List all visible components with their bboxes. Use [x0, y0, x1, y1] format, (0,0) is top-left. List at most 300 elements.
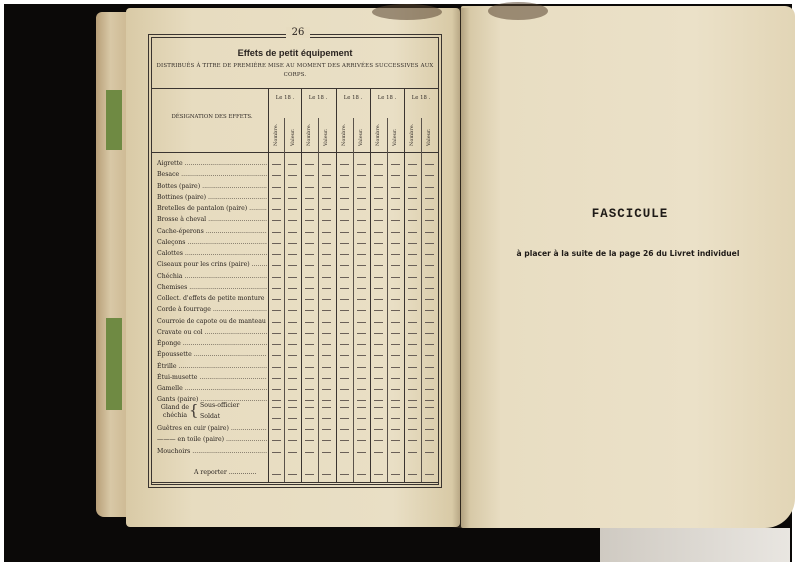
empty-cell-mark	[391, 299, 400, 300]
empty-cell-mark	[322, 440, 331, 441]
empty-cell-mark	[305, 429, 314, 430]
gland-sub-officer: Sous-officier	[200, 402, 240, 409]
empty-cell-mark	[322, 389, 331, 390]
empty-cell-mark	[408, 367, 417, 368]
empty-cell-mark	[391, 310, 400, 311]
item-row-label: Besace .....	[157, 169, 267, 180]
empty-cell-mark	[305, 299, 314, 300]
empty-cell-mark	[272, 440, 281, 441]
empty-cell-mark	[305, 452, 314, 453]
empty-cell-mark	[425, 474, 434, 475]
empty-cell-mark	[305, 277, 314, 278]
empty-cell-mark	[425, 299, 434, 300]
empty-cell-mark	[322, 378, 331, 379]
empty-cell-mark	[305, 355, 314, 356]
empty-cell-mark	[272, 232, 281, 233]
empty-cell-mark	[425, 209, 434, 210]
item-row-label: Époussette .....	[157, 349, 267, 360]
empty-cell-mark	[272, 474, 281, 475]
empty-cell-mark	[374, 378, 383, 379]
empty-cell-mark	[288, 265, 297, 266]
item-row-label: Aigrette .....	[157, 158, 267, 169]
empty-cell-mark	[288, 220, 297, 221]
empty-cell-mark	[288, 288, 297, 289]
empty-cell-mark	[391, 187, 400, 188]
empty-cell-mark	[305, 367, 314, 368]
empty-cell-mark	[408, 452, 417, 453]
empty-cell-mark	[391, 175, 400, 176]
value-column-header: Valeur.	[323, 128, 329, 146]
empty-cell-mark	[272, 367, 281, 368]
count-column-header: Nombre.	[375, 123, 381, 146]
empty-cell-mark	[272, 187, 281, 188]
empty-cell-mark	[288, 429, 297, 430]
empty-cell-mark	[272, 243, 281, 244]
empty-cell-mark	[272, 299, 281, 300]
empty-cell-mark	[391, 232, 400, 233]
empty-cell-mark	[374, 367, 383, 368]
empty-cell-mark	[305, 378, 314, 379]
empty-cell-mark	[322, 277, 331, 278]
empty-cell-mark	[340, 187, 349, 188]
empty-cell-mark	[340, 175, 349, 176]
empty-cell-mark	[272, 254, 281, 255]
empty-cell-mark	[425, 333, 434, 334]
page-stain	[372, 4, 442, 20]
empty-cell-mark	[272, 175, 281, 176]
empty-cell-mark	[391, 418, 400, 419]
item-row-label: Gants (paire) .....	[157, 394, 267, 405]
empty-cell-mark	[288, 355, 297, 356]
empty-cell-mark	[391, 164, 400, 165]
empty-cell-mark	[305, 440, 314, 441]
empty-cell-mark	[272, 220, 281, 221]
empty-cell-mark	[340, 333, 349, 334]
empty-cell-mark	[374, 209, 383, 210]
empty-cell-mark	[288, 474, 297, 475]
empty-cell-mark	[357, 322, 366, 323]
empty-cell-mark	[374, 288, 383, 289]
empty-cell-mark	[340, 288, 349, 289]
empty-cell-mark	[374, 310, 383, 311]
empty-cell-mark	[391, 265, 400, 266]
empty-cell-mark	[425, 243, 434, 244]
empty-cell-mark	[288, 254, 297, 255]
empty-cell-mark	[272, 400, 281, 401]
value-column-header: Valeur.	[392, 128, 398, 146]
empty-cell-mark	[391, 407, 400, 408]
value-column-header: Valeur.	[426, 128, 432, 146]
empty-cell-mark	[357, 277, 366, 278]
item-row-label: Mouchoirs .....	[157, 446, 267, 457]
empty-cell-mark	[322, 232, 331, 233]
empty-cell-mark	[425, 232, 434, 233]
empty-cell-mark	[357, 429, 366, 430]
empty-cell-mark	[408, 440, 417, 441]
empty-cell-mark	[391, 429, 400, 430]
empty-cell-mark	[357, 400, 366, 401]
empty-cell-mark	[272, 344, 281, 345]
empty-cell-mark	[391, 288, 400, 289]
empty-cell-mark	[374, 198, 383, 199]
empty-cell-mark	[288, 344, 297, 345]
empty-cell-mark	[305, 220, 314, 221]
empty-cell-mark	[408, 355, 417, 356]
empty-cell-mark	[425, 175, 434, 176]
empty-cell-mark	[357, 288, 366, 289]
empty-cell-mark	[340, 164, 349, 165]
brace-symbol: {	[189, 401, 199, 419]
empty-cell-mark	[425, 164, 434, 165]
empty-cell-mark	[425, 418, 434, 419]
empty-cell-mark	[357, 299, 366, 300]
empty-cell-mark	[288, 452, 297, 453]
empty-cell-mark	[288, 333, 297, 334]
empty-cell-mark	[272, 209, 281, 210]
subcolumn-divider	[284, 118, 285, 482]
empty-cell-mark	[322, 243, 331, 244]
empty-cell-mark	[408, 299, 417, 300]
empty-cell-mark	[272, 310, 281, 311]
item-row-label: ——— en toile (paire) .....	[157, 434, 267, 445]
empty-cell-mark	[288, 418, 297, 419]
empty-cell-mark	[340, 418, 349, 419]
empty-cell-mark	[425, 198, 434, 199]
empty-cell-mark	[425, 254, 434, 255]
empty-cell-mark	[322, 333, 331, 334]
empty-cell-mark	[357, 474, 366, 475]
empty-cell-mark	[305, 407, 314, 408]
empty-cell-mark	[340, 265, 349, 266]
empty-cell-mark	[305, 175, 314, 176]
empty-cell-mark	[272, 378, 281, 379]
date-column-header: Le 18 .	[411, 95, 431, 101]
empty-cell-mark	[305, 265, 314, 266]
empty-cell-mark	[374, 389, 383, 390]
empty-cell-mark	[391, 400, 400, 401]
empty-cell-mark	[425, 378, 434, 379]
empty-cell-mark	[391, 355, 400, 356]
empty-cell-mark	[340, 209, 349, 210]
empty-cell-mark	[408, 344, 417, 345]
empty-cell-mark	[322, 344, 331, 345]
empty-cell-mark	[391, 452, 400, 453]
empty-cell-mark	[340, 310, 349, 311]
empty-cell-mark	[340, 367, 349, 368]
empty-cell-mark	[408, 254, 417, 255]
date-column-header: Le 18 .	[308, 95, 328, 101]
empty-cell-mark	[288, 187, 297, 188]
empty-cell-mark	[305, 254, 314, 255]
empty-cell-mark	[272, 164, 281, 165]
empty-cell-mark	[357, 333, 366, 334]
empty-cell-mark	[425, 452, 434, 453]
empty-cell-mark	[288, 389, 297, 390]
gland-sub-soldier: Soldat	[200, 413, 221, 420]
item-row-label: Calottes .....	[157, 248, 267, 259]
empty-cell-mark	[288, 164, 297, 165]
empty-cell-mark	[374, 429, 383, 430]
empty-cell-mark	[425, 440, 434, 441]
empty-cell-mark	[374, 187, 383, 188]
column-divider	[301, 88, 302, 482]
item-row-label: Bretelles de pantalon (paire) .....	[157, 203, 267, 214]
empty-cell-mark	[305, 322, 314, 323]
empty-cell-mark	[408, 378, 417, 379]
empty-cell-mark	[340, 452, 349, 453]
empty-cell-mark	[374, 355, 383, 356]
empty-cell-mark	[305, 389, 314, 390]
empty-cell-mark	[391, 389, 400, 390]
item-row-label: Étui-musette .....	[157, 372, 267, 383]
empty-cell-mark	[340, 198, 349, 199]
empty-cell-mark	[425, 265, 434, 266]
page-stain	[488, 2, 548, 20]
date-column-header: Le 18 .	[377, 95, 397, 101]
green-tab-mark	[106, 318, 122, 410]
empty-cell-mark	[425, 310, 434, 311]
empty-cell-mark	[340, 429, 349, 430]
empty-cell-mark	[288, 407, 297, 408]
empty-cell-mark	[391, 333, 400, 334]
empty-cell-mark	[425, 389, 434, 390]
empty-cell-mark	[357, 355, 366, 356]
empty-cell-mark	[288, 243, 297, 244]
empty-cell-mark	[391, 198, 400, 199]
empty-cell-mark	[425, 187, 434, 188]
empty-cell-mark	[357, 389, 366, 390]
empty-cell-mark	[322, 418, 331, 419]
empty-cell-mark	[357, 232, 366, 233]
empty-cell-mark	[340, 378, 349, 379]
column-divider	[404, 88, 405, 482]
empty-cell-mark	[408, 429, 417, 430]
empty-cell-mark	[357, 452, 366, 453]
fascicule-title: FASCICULE	[591, 207, 669, 221]
empty-cell-mark	[357, 310, 366, 311]
empty-cell-mark	[340, 254, 349, 255]
item-row-label: Chemises .....	[157, 282, 267, 293]
empty-cell-mark	[322, 322, 331, 323]
empty-cell-mark	[425, 355, 434, 356]
empty-cell-mark	[340, 220, 349, 221]
empty-cell-mark	[340, 407, 349, 408]
empty-cell-mark	[340, 389, 349, 390]
empty-cell-mark	[408, 209, 417, 210]
empty-cell-mark	[288, 175, 297, 176]
page-subtitle: DISTRIBUÉS À TITRE DE PREMIÈRE MISE AU MOMENT DES ARRIVÉES SUCCESSIVES AUX CORPS.	[156, 63, 434, 78]
empty-cell-mark	[305, 243, 314, 244]
empty-cell-mark	[408, 265, 417, 266]
book-gutter	[452, 8, 470, 528]
empty-cell-mark	[391, 277, 400, 278]
footer-rule	[151, 482, 438, 483]
empty-cell-mark	[425, 322, 434, 323]
empty-cell-mark	[272, 277, 281, 278]
empty-cell-mark	[374, 232, 383, 233]
empty-cell-mark	[374, 440, 383, 441]
empty-cell-mark	[288, 378, 297, 379]
empty-cell-mark	[288, 322, 297, 323]
right-page	[461, 6, 795, 528]
empty-cell-mark	[425, 429, 434, 430]
item-row-label: Caleçons .....	[157, 237, 267, 248]
empty-cell-mark	[272, 418, 281, 419]
empty-cell-mark	[288, 198, 297, 199]
item-row-label: Gamelle .....	[157, 383, 267, 394]
empty-cell-mark	[357, 243, 366, 244]
empty-cell-mark	[305, 333, 314, 334]
empty-cell-mark	[305, 474, 314, 475]
empty-cell-mark	[357, 378, 366, 379]
empty-cell-mark	[322, 474, 331, 475]
empty-cell-mark	[322, 187, 331, 188]
date-column-header: Le 18 .	[275, 95, 295, 101]
empty-cell-mark	[425, 277, 434, 278]
empty-cell-mark	[357, 164, 366, 165]
item-row-label: Bottes (paire) .....	[157, 181, 267, 192]
empty-cell-mark	[357, 187, 366, 188]
empty-cell-mark	[425, 367, 434, 368]
empty-cell-mark	[391, 378, 400, 379]
count-column-header: Nombre.	[273, 123, 279, 146]
empty-cell-mark	[322, 429, 331, 430]
empty-cell-mark	[357, 198, 366, 199]
empty-cell-mark	[408, 220, 417, 221]
empty-cell-mark	[391, 254, 400, 255]
empty-cell-mark	[374, 265, 383, 266]
empty-cell-mark	[357, 418, 366, 419]
empty-cell-mark	[391, 440, 400, 441]
empty-cell-mark	[322, 299, 331, 300]
page-title: Effets de petit équipement	[237, 48, 353, 58]
empty-cell-mark	[340, 299, 349, 300]
empty-cell-mark	[408, 164, 417, 165]
empty-cell-mark	[391, 474, 400, 475]
empty-cell-mark	[305, 164, 314, 165]
empty-cell-mark	[357, 344, 366, 345]
item-row-label: Étrille .....	[157, 361, 267, 372]
empty-cell-mark	[322, 220, 331, 221]
header-rule	[151, 152, 438, 153]
empty-cell-mark	[425, 220, 434, 221]
empty-cell-mark	[322, 254, 331, 255]
subcolumn-divider	[318, 118, 319, 482]
empty-cell-mark	[340, 243, 349, 244]
column-divider	[438, 88, 439, 482]
empty-cell-mark	[322, 175, 331, 176]
empty-cell-mark	[391, 209, 400, 210]
empty-cell-mark	[322, 400, 331, 401]
count-column-header: Nombre.	[306, 123, 312, 146]
empty-cell-mark	[272, 198, 281, 199]
gland-label: Gland de chéchia	[160, 404, 190, 419]
empty-cell-mark	[272, 333, 281, 334]
item-row-label: Brosse à cheval .....	[157, 214, 267, 225]
empty-cell-mark	[305, 187, 314, 188]
empty-cell-mark	[374, 452, 383, 453]
empty-cell-mark	[288, 277, 297, 278]
empty-cell-mark	[408, 407, 417, 408]
empty-cell-mark	[357, 407, 366, 408]
count-column-header: Nombre.	[409, 123, 415, 146]
empty-cell-mark	[322, 355, 331, 356]
empty-cell-mark	[425, 288, 434, 289]
empty-cell-mark	[305, 288, 314, 289]
item-row-label: Cache-éperons .....	[157, 226, 267, 237]
empty-cell-mark	[374, 322, 383, 323]
empty-cell-mark	[340, 400, 349, 401]
empty-cell-mark	[425, 344, 434, 345]
empty-cell-mark	[357, 440, 366, 441]
empty-cell-mark	[322, 367, 331, 368]
empty-cell-mark	[357, 175, 366, 176]
subcolumn-divider	[353, 118, 354, 482]
empty-cell-mark	[408, 277, 417, 278]
fascicule-subtitle: à placer à la suite de la page 26 du Livret individuel	[516, 249, 740, 258]
empty-cell-mark	[272, 355, 281, 356]
empty-cell-mark	[288, 209, 297, 210]
empty-cell-mark	[288, 440, 297, 441]
empty-cell-mark	[408, 418, 417, 419]
column-divider	[336, 88, 337, 482]
empty-cell-mark	[408, 400, 417, 401]
empty-cell-mark	[357, 367, 366, 368]
empty-cell-mark	[340, 474, 349, 475]
empty-cell-mark	[374, 277, 383, 278]
empty-cell-mark	[391, 367, 400, 368]
empty-cell-mark	[374, 344, 383, 345]
empty-cell-mark	[357, 254, 366, 255]
empty-cell-mark	[357, 220, 366, 221]
count-column-header: Nombre.	[341, 123, 347, 146]
item-row-label: Ciseaux pour les crins (paire) .....	[157, 259, 267, 270]
item-row-label: Corde à fourrage .....	[157, 304, 267, 315]
empty-cell-mark	[272, 429, 281, 430]
empty-cell-mark	[322, 452, 331, 453]
empty-cell-mark	[374, 474, 383, 475]
empty-cell-mark	[408, 322, 417, 323]
empty-cell-mark	[408, 389, 417, 390]
empty-cell-mark	[408, 175, 417, 176]
empty-cell-mark	[340, 322, 349, 323]
empty-cell-mark	[322, 265, 331, 266]
item-row-label: Chéchia .....	[157, 271, 267, 282]
empty-cell-mark	[322, 209, 331, 210]
empty-cell-mark	[322, 310, 331, 311]
empty-cell-mark	[408, 187, 417, 188]
empty-cell-mark	[340, 232, 349, 233]
empty-cell-mark	[340, 277, 349, 278]
empty-cell-mark	[391, 220, 400, 221]
empty-cell-mark	[322, 164, 331, 165]
empty-cell-mark	[374, 164, 383, 165]
value-column-header: Valeur.	[358, 128, 364, 146]
empty-cell-mark	[408, 232, 417, 233]
empty-cell-mark	[408, 474, 417, 475]
empty-cell-mark	[322, 288, 331, 289]
empty-cell-mark	[272, 288, 281, 289]
empty-cell-mark	[305, 310, 314, 311]
empty-cell-mark	[374, 299, 383, 300]
designation-header: DÉSIGNATION DES EFFETS.	[171, 114, 253, 120]
empty-cell-mark	[408, 333, 417, 334]
empty-cell-mark	[272, 322, 281, 323]
empty-cell-mark	[357, 209, 366, 210]
empty-cell-mark	[272, 265, 281, 266]
empty-cell-mark	[322, 198, 331, 199]
empty-cell-mark	[305, 198, 314, 199]
